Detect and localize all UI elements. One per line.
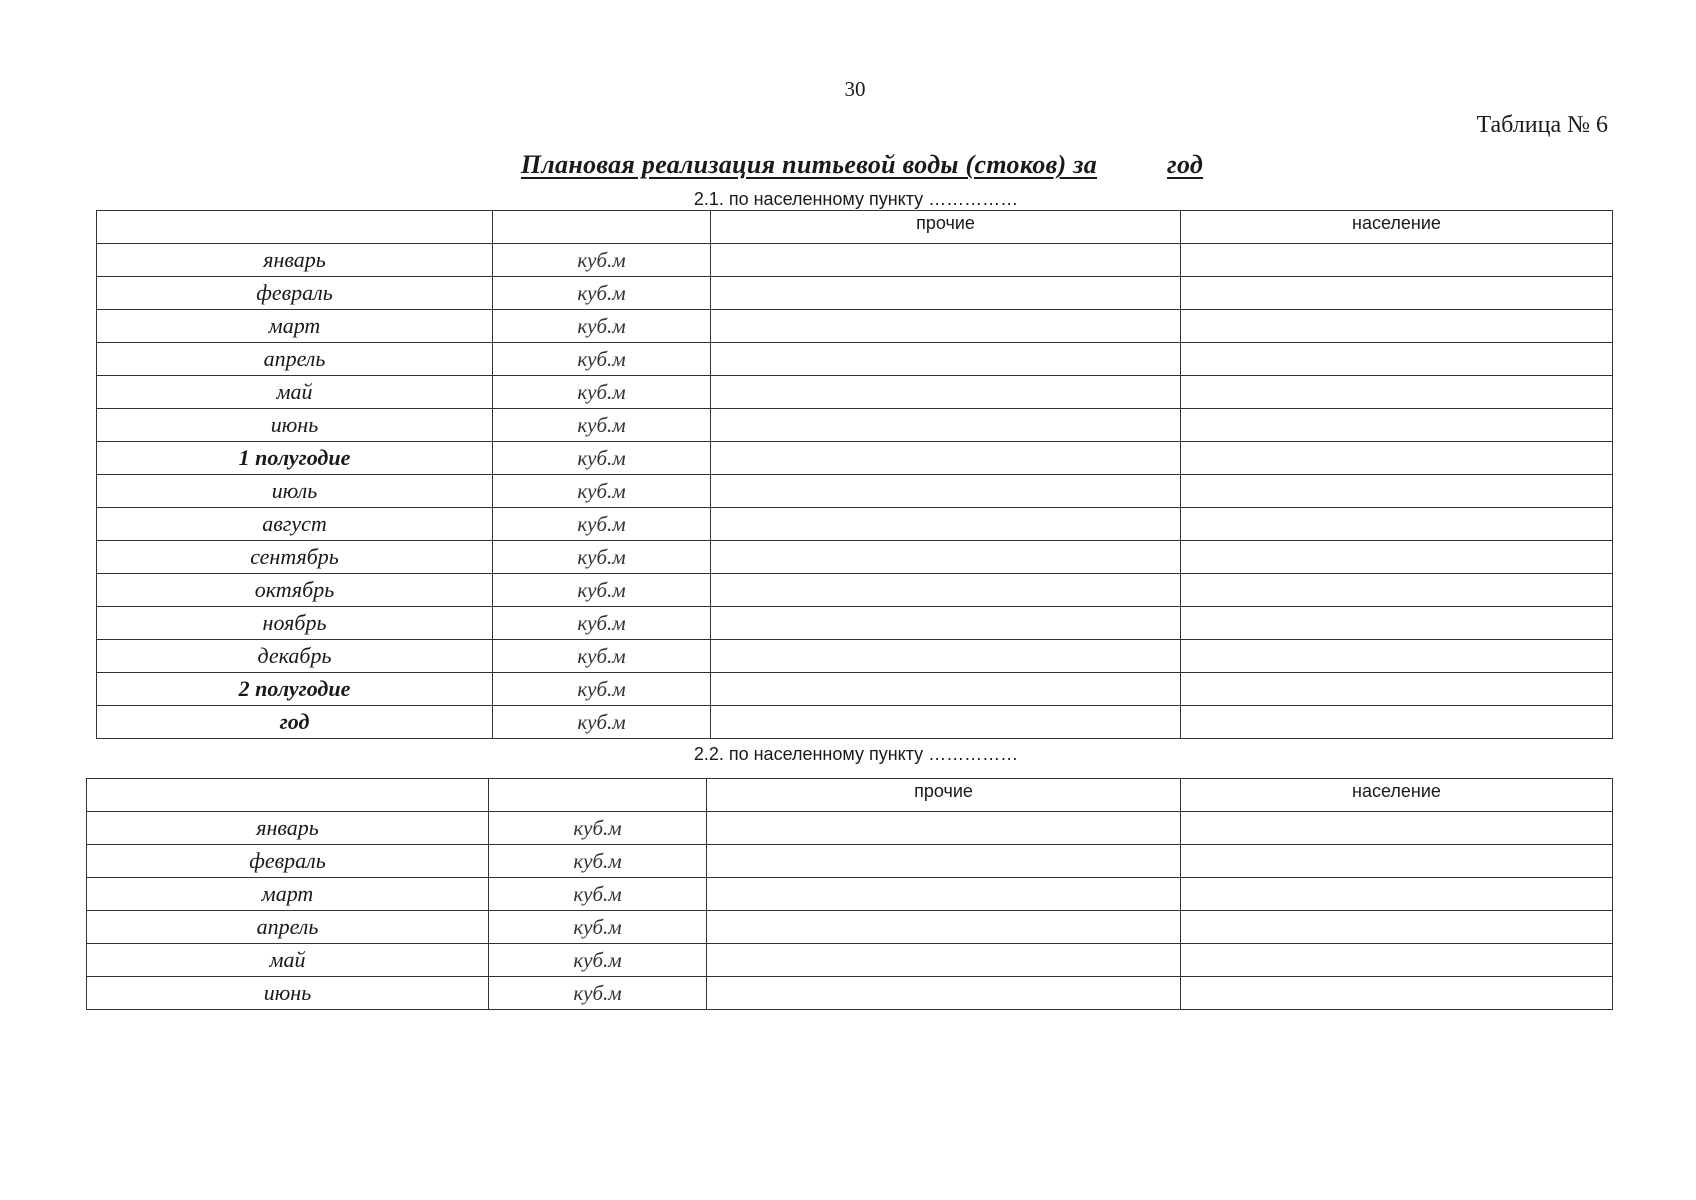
other-value-cell[interactable] bbox=[707, 911, 1181, 944]
population-value-cell[interactable] bbox=[1181, 944, 1613, 977]
title-text-before: Плановая реализация питьевой воды (стоков) за bbox=[520, 150, 1098, 179]
row-label: март bbox=[97, 310, 493, 343]
other-value-cell[interactable] bbox=[707, 944, 1181, 977]
table-header-row bbox=[87, 779, 1613, 812]
population-value-cell[interactable] bbox=[1181, 475, 1613, 508]
table-row bbox=[97, 409, 1613, 442]
column-header-other: прочие bbox=[711, 211, 1181, 244]
population-value-cell[interactable] bbox=[1181, 640, 1613, 673]
other-value-cell[interactable] bbox=[711, 541, 1181, 574]
section-1-caption: 2.1. по населенному пункту …………… bbox=[693, 189, 1019, 209]
row-label: ноябрь bbox=[97, 607, 493, 640]
row-label: 2 полугодие bbox=[97, 673, 493, 706]
row-label: сентябрь bbox=[97, 541, 493, 574]
table-row bbox=[87, 878, 1613, 911]
column-header-population: население bbox=[1181, 211, 1613, 244]
other-value-cell[interactable] bbox=[711, 475, 1181, 508]
other-value-cell[interactable] bbox=[707, 845, 1181, 878]
row-unit: куб.м bbox=[493, 343, 711, 376]
table-row bbox=[97, 343, 1613, 376]
row-label: октябрь bbox=[97, 574, 493, 607]
row-unit: куб.м bbox=[493, 277, 711, 310]
row-label: февраль bbox=[97, 277, 493, 310]
other-value-cell[interactable] bbox=[711, 508, 1181, 541]
row-label: март bbox=[87, 878, 489, 911]
section-2-table-body bbox=[87, 779, 1613, 1010]
population-value-cell[interactable] bbox=[1181, 845, 1613, 878]
population-value-cell[interactable] bbox=[1181, 541, 1613, 574]
row-unit: куб.м bbox=[489, 812, 707, 845]
page-number: 30 bbox=[844, 77, 866, 101]
other-value-cell[interactable] bbox=[711, 640, 1181, 673]
row-unit: куб.м bbox=[493, 541, 711, 574]
other-value-cell[interactable] bbox=[711, 244, 1181, 277]
table-row bbox=[87, 977, 1613, 1010]
row-label: апрель bbox=[97, 343, 493, 376]
row-unit: куб.м bbox=[493, 475, 711, 508]
population-value-cell[interactable] bbox=[1181, 310, 1613, 343]
population-value-cell[interactable] bbox=[1181, 706, 1613, 739]
table-row bbox=[97, 607, 1613, 640]
population-value-cell[interactable] bbox=[1181, 409, 1613, 442]
section-2-table bbox=[86, 778, 1613, 1010]
table-row bbox=[97, 442, 1613, 475]
document-title bbox=[0, 150, 1696, 180]
row-label: июль bbox=[97, 475, 493, 508]
row-label: июнь bbox=[97, 409, 493, 442]
population-value-cell[interactable] bbox=[1181, 508, 1613, 541]
other-value-cell[interactable] bbox=[711, 409, 1181, 442]
header-blank-cell bbox=[489, 779, 707, 812]
table-row bbox=[97, 376, 1613, 409]
table-row bbox=[87, 812, 1613, 845]
other-value-cell[interactable] bbox=[711, 706, 1181, 739]
row-unit: куб.м bbox=[489, 944, 707, 977]
header-blank-cell bbox=[493, 211, 711, 244]
population-value-cell[interactable] bbox=[1181, 878, 1613, 911]
row-unit: куб.м bbox=[489, 878, 707, 911]
other-value-cell[interactable] bbox=[711, 277, 1181, 310]
table-row bbox=[97, 640, 1613, 673]
row-label: год bbox=[97, 706, 493, 739]
row-unit: куб.м bbox=[493, 409, 711, 442]
table-row bbox=[97, 706, 1613, 739]
table-row bbox=[97, 574, 1613, 607]
other-value-cell[interactable] bbox=[707, 878, 1181, 911]
row-label: январь bbox=[87, 812, 489, 845]
table-header-row bbox=[97, 211, 1613, 244]
population-value-cell[interactable] bbox=[1181, 376, 1613, 409]
row-unit: куб.м bbox=[493, 574, 711, 607]
row-label: 1 полугодие bbox=[97, 442, 493, 475]
row-label: декабрь bbox=[97, 640, 493, 673]
row-unit: куб.м bbox=[489, 977, 707, 1010]
table-row bbox=[97, 508, 1613, 541]
row-unit: куб.м bbox=[493, 508, 711, 541]
other-value-cell[interactable] bbox=[711, 343, 1181, 376]
table-row bbox=[97, 310, 1613, 343]
row-unit: куб.м bbox=[493, 244, 711, 277]
population-value-cell[interactable] bbox=[1181, 977, 1613, 1010]
population-value-cell[interactable] bbox=[1181, 911, 1613, 944]
other-value-cell[interactable] bbox=[711, 442, 1181, 475]
section-1-table-body bbox=[97, 211, 1613, 739]
table-row bbox=[97, 541, 1613, 574]
table-number: Таблица № 6 bbox=[1476, 112, 1608, 138]
row-unit: куб.м bbox=[493, 442, 711, 475]
table-row bbox=[97, 475, 1613, 508]
row-unit: куб.м bbox=[493, 310, 711, 343]
title-underline bbox=[521, 150, 1203, 180]
table-row bbox=[87, 845, 1613, 878]
population-value-cell[interactable] bbox=[1181, 574, 1613, 607]
row-label: май bbox=[87, 944, 489, 977]
table-row bbox=[97, 673, 1613, 706]
table-row bbox=[97, 244, 1613, 277]
population-value-cell[interactable] bbox=[1181, 442, 1613, 475]
population-value-cell[interactable] bbox=[1181, 607, 1613, 640]
row-unit: куб.м bbox=[493, 706, 711, 739]
other-value-cell[interactable] bbox=[711, 673, 1181, 706]
other-value-cell[interactable] bbox=[711, 310, 1181, 343]
other-value-cell[interactable] bbox=[711, 607, 1181, 640]
population-value-cell[interactable] bbox=[1181, 343, 1613, 376]
row-unit: куб.м bbox=[493, 607, 711, 640]
table-row bbox=[87, 944, 1613, 977]
other-value-cell[interactable] bbox=[707, 977, 1181, 1010]
row-label: февраль bbox=[87, 845, 489, 878]
other-value-cell[interactable] bbox=[711, 376, 1181, 409]
row-label: январь bbox=[97, 244, 493, 277]
other-value-cell[interactable] bbox=[707, 812, 1181, 845]
row-unit: куб.м bbox=[493, 673, 711, 706]
other-value-cell[interactable] bbox=[711, 574, 1181, 607]
section-2-caption: 2.2. по населенному пункту …………… bbox=[693, 744, 1019, 764]
population-value-cell[interactable] bbox=[1181, 244, 1613, 277]
column-header-other: прочие bbox=[707, 779, 1181, 812]
population-value-cell[interactable] bbox=[1181, 812, 1613, 845]
population-value-cell[interactable] bbox=[1181, 673, 1613, 706]
table-row bbox=[97, 277, 1613, 310]
row-label: август bbox=[97, 508, 493, 541]
column-header-population: население bbox=[1181, 779, 1613, 812]
header-blank-cell bbox=[97, 211, 493, 244]
row-unit: куб.м bbox=[493, 376, 711, 409]
population-value-cell[interactable] bbox=[1181, 277, 1613, 310]
row-unit: куб.м bbox=[489, 845, 707, 878]
table-row bbox=[87, 911, 1613, 944]
row-unit: куб.м bbox=[493, 640, 711, 673]
title-text-after: год bbox=[1167, 150, 1204, 179]
row-label: апрель bbox=[87, 911, 489, 944]
row-label: июнь bbox=[87, 977, 489, 1010]
section-1-table bbox=[96, 210, 1613, 739]
header-blank-cell bbox=[87, 779, 489, 812]
row-unit: куб.м bbox=[489, 911, 707, 944]
row-label: май bbox=[97, 376, 493, 409]
